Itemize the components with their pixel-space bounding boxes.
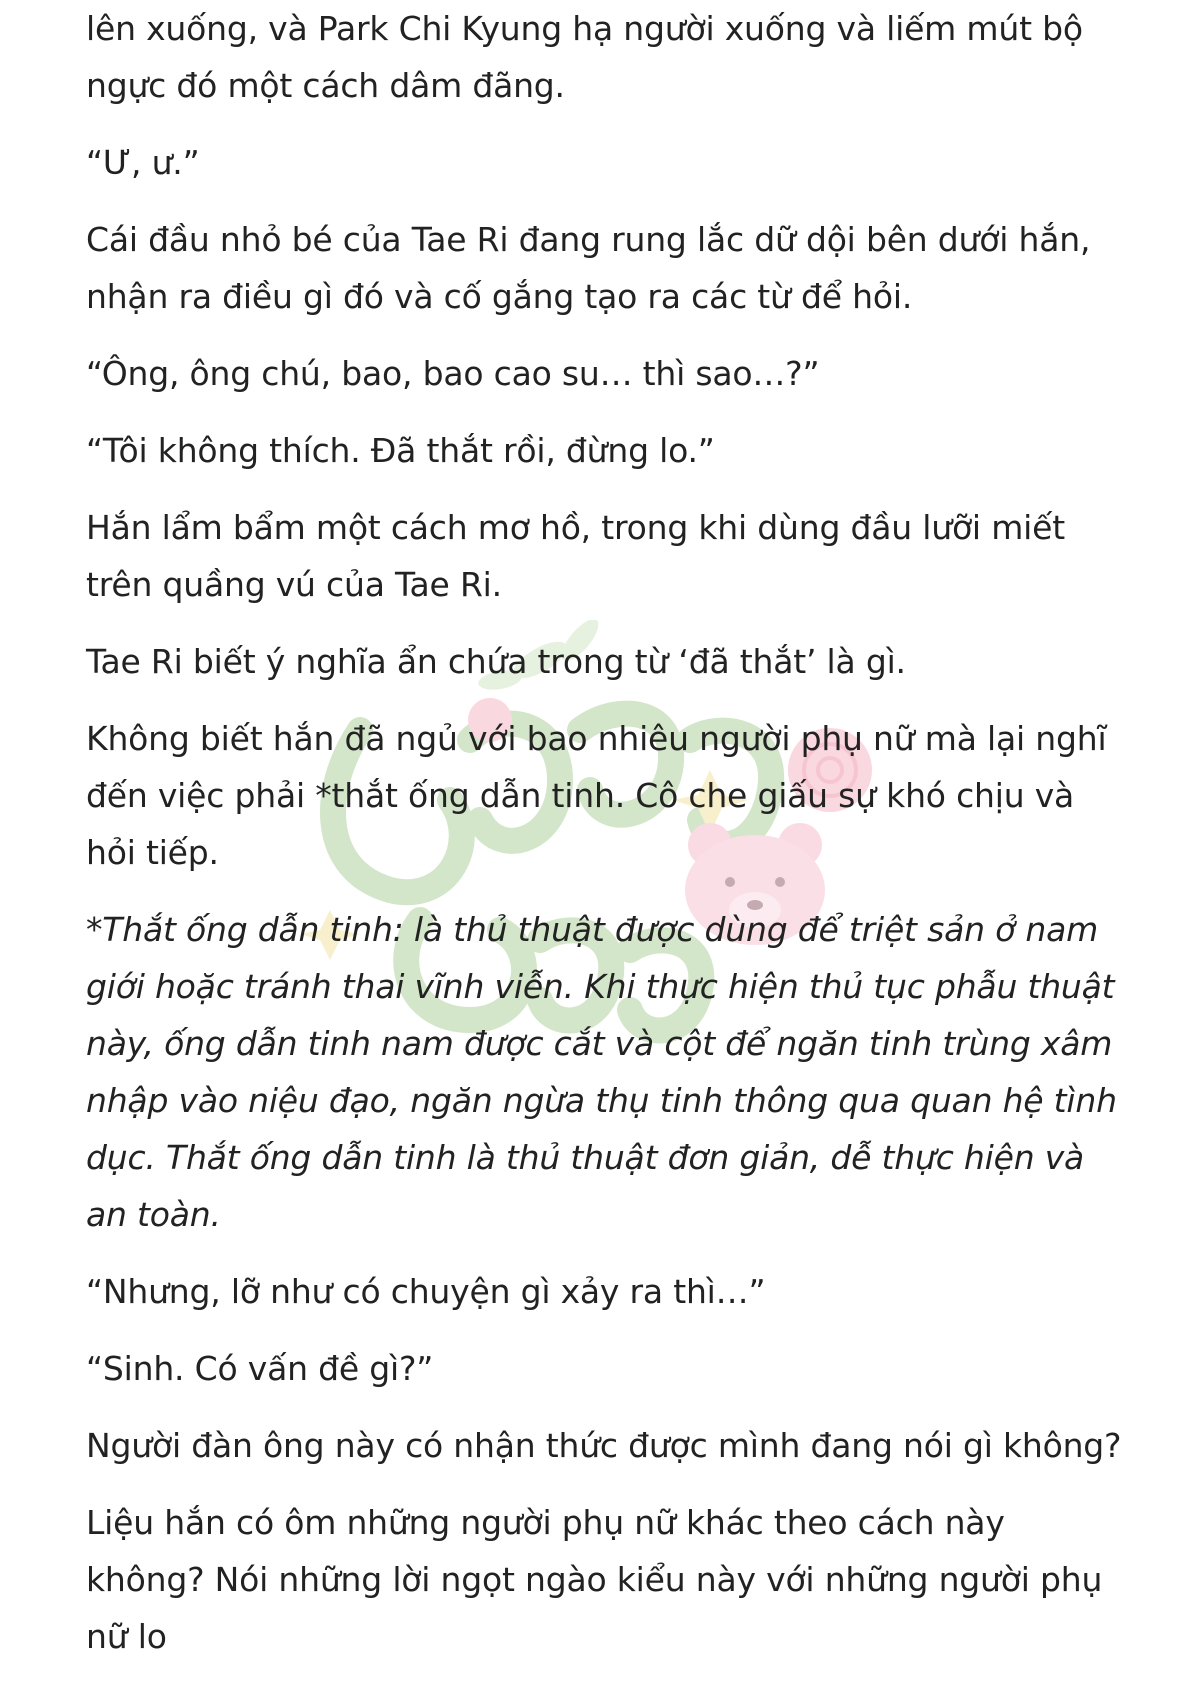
text-paragraph: Tae Ri biết ý nghĩa ẩn chứa trong từ ‘đã thắt’ là gì.: [86, 642, 906, 681]
text-paragraph: Không biết hắn đã ngủ với bao nhiêu người phụ nữ mà lại nghĩ đến việc phải *thắt ống dẫn tinh. Cô che giấu sự khó chịu và hỏi tiếp.: [86, 719, 1107, 872]
text-paragraph: Hắn lẩm bẩm một cách mơ hồ, trong khi dùng đầu lưỡi miết trên quầng vú của Tae Ri.: [86, 508, 1065, 604]
text-paragraph: Liệu hắn có ôm những người phụ nữ khác theo cách này không? Nói những lời ngọt ngào kiểu này với những người phụ nữ lo: [86, 1503, 1103, 1656]
footnote-paragraph: *Thắt ống dẫn tinh: là thủ thuật được dùng để triệt sản ở nam giới hoặc tránh thai vĩnh viễn. Khi thực hiện thủ tục phẫu thuật này, ống dẫn tinh nam được cắt và cột để ngăn tinh trùng xâm nhập vào niệu đạo, ngăn ngừa thụ tinh thông qua quan hệ tình dục. Thắt ống dẫn tinh là thủ thuật đơn giản, dễ thực hiện và an toàn.: [86, 910, 1117, 1234]
text-paragraph: “Sinh. Có vấn đề gì?”: [86, 1349, 434, 1388]
text-paragraph: lên xuống, và Park Chi Kyung hạ người xuống và liếm mút bộ ngực đó một cách dâm đãng.: [86, 9, 1083, 105]
reading-text: [86, 0, 1126, 1684]
text-paragraph: “Ư, ư.”: [86, 143, 200, 182]
text-paragraph: “Nhưng, lỡ như có chuyện gì xảy ra thì…”: [86, 1272, 766, 1311]
text-paragraph: Người đàn ông này có nhận thức được mình đang nói gì không?: [86, 1426, 1122, 1465]
text-paragraph: Cái đầu nhỏ bé của Tae Ri đang rung lắc dữ dội bên dưới hắn, nhận ra điều gì đó và cố gắng tạo ra các từ để hỏi.: [86, 220, 1091, 316]
text-paragraph: “Tôi không thích. Đã thắt rồi, đừng lo.”: [86, 431, 715, 470]
text-paragraph: “Ông, ông chú, bao, bao cao su… thì sao…?”: [86, 354, 820, 393]
